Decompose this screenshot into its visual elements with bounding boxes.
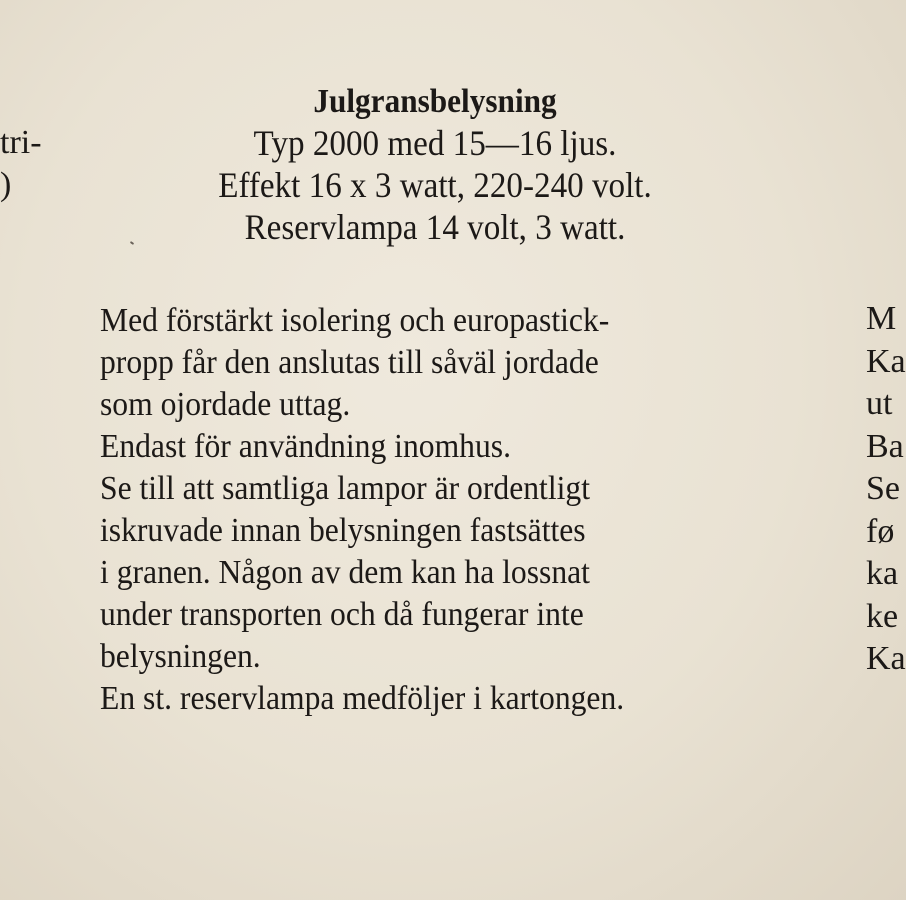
body-line: Se till att samtliga lampor är ordentligt xyxy=(100,470,591,507)
body-line: propp får den anslutas till såväl jordade xyxy=(100,344,599,381)
body-line: En st. reservlampa medföljer i kartongen. xyxy=(100,680,625,717)
spec-line-type: Typ 2000 med 15—16 ljus. xyxy=(253,123,617,163)
body-line: belysningen. xyxy=(100,638,261,675)
left-fragment-line: ) xyxy=(0,166,12,203)
right-fragment-line: ut xyxy=(866,385,893,422)
body-line: Med förstärkt isolering och europastick- xyxy=(100,302,610,339)
right-column-fragment xyxy=(866,298,906,681)
right-fragment-line: Ka xyxy=(866,342,906,380)
right-fragment-line: ke xyxy=(866,597,899,635)
right-fragment-line: M xyxy=(866,300,897,337)
heading-block xyxy=(120,82,750,248)
right-fragment-line: Ba xyxy=(866,427,904,465)
right-fragment-line: Se xyxy=(866,470,900,507)
right-fragment-line: ka xyxy=(866,555,899,592)
body-line: iskruvade innan belysningen fastsättes xyxy=(100,512,586,549)
document-title: Julgransbelysning xyxy=(313,83,557,120)
body-paragraph xyxy=(100,300,770,720)
body-line: under transporten och då fungerar inte xyxy=(100,596,584,633)
body-line: Endast för användning inomhus. xyxy=(100,428,512,465)
right-fragment-line: fø xyxy=(866,512,895,550)
body-line: i granen. Någon av dem kan ha lossnat xyxy=(100,554,590,591)
body-line: som ojordade uttag. xyxy=(100,386,351,423)
left-column-fragment xyxy=(0,122,42,206)
left-fragment-line: tri- xyxy=(0,124,42,161)
spec-line-power: Effekt 16 x 3 watt, 220-240 volt. xyxy=(218,165,652,205)
right-fragment-line: Ka xyxy=(866,640,906,677)
spec-line-spare-lamp: Reservlampa 14 volt, 3 watt. xyxy=(244,207,626,247)
